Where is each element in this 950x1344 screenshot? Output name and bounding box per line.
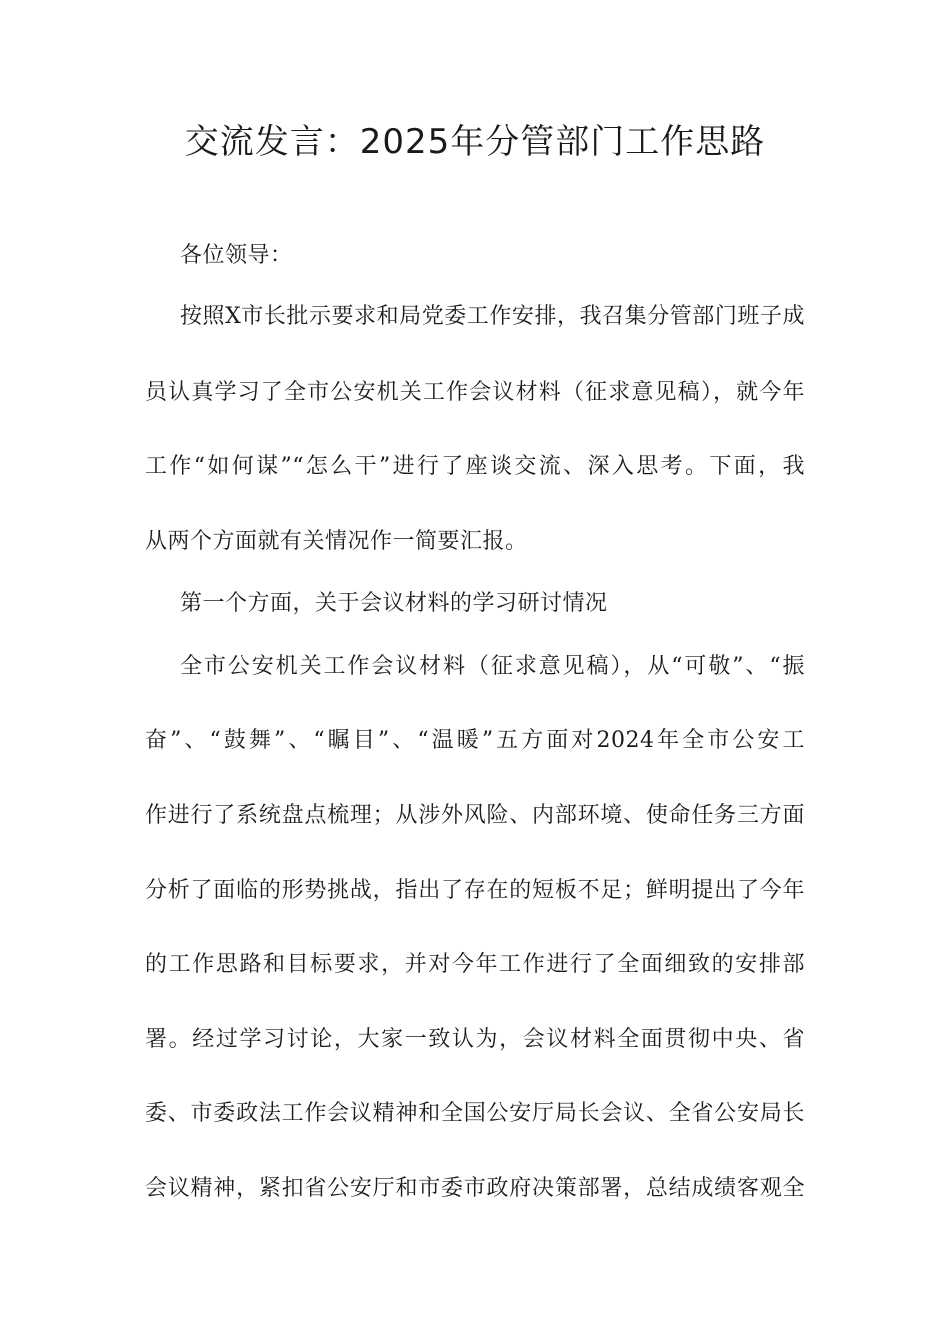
paragraph-line: 会议精神，紧扣省公安厅和市委市政府决策部署，总结成绩客观全	[145, 1176, 805, 1201]
salutation: 各位领导：	[180, 243, 293, 268]
paragraph-line: 作进行了系统盘点梳理；从涉外风险、内部环境、使命任务三方面	[145, 803, 805, 828]
paragraph-line: 从两个方面就有关情况作一简要汇报。	[145, 529, 528, 554]
section-heading: 第一个方面，关于会议材料的学习研讨情况	[180, 591, 608, 616]
paragraph-line: 分析了面临的形势挑战，指出了存在的短板不足；鲜明提出了今年	[145, 878, 805, 903]
paragraph-line: 的工作思路和目标要求，并对今年工作进行了全面细致的安排部	[145, 952, 805, 977]
paragraph-line: 按照X市长批示要求和局党委工作安排，我召集分管部门班子成	[180, 304, 805, 329]
paragraph-line: 员认真学习了全市公安机关工作会议材料（征求意见稿），就今年	[145, 380, 805, 405]
paragraph-line: 奋”、“鼓舞”、“瞩目”、“温暖”五方面对2024年全市公安工	[145, 728, 805, 753]
paragraph-line: 委、市委政法工作会议精神和全国公安厅局长会议、全省公安局长	[145, 1101, 805, 1126]
paragraph-line: 署。经过学习讨论，大家一致认为，会议材料全面贯彻中央、省	[145, 1027, 805, 1052]
paragraph-line: 全市公安机关工作会议材料（征求意见稿），从“可敬”、“振	[180, 654, 805, 679]
paragraph-line: 工作“如何谋”“怎么干”进行了座谈交流、深入思考。下面，我	[145, 454, 805, 479]
document-title: 交流发言：2025年分管部门工作思路	[184, 122, 766, 162]
